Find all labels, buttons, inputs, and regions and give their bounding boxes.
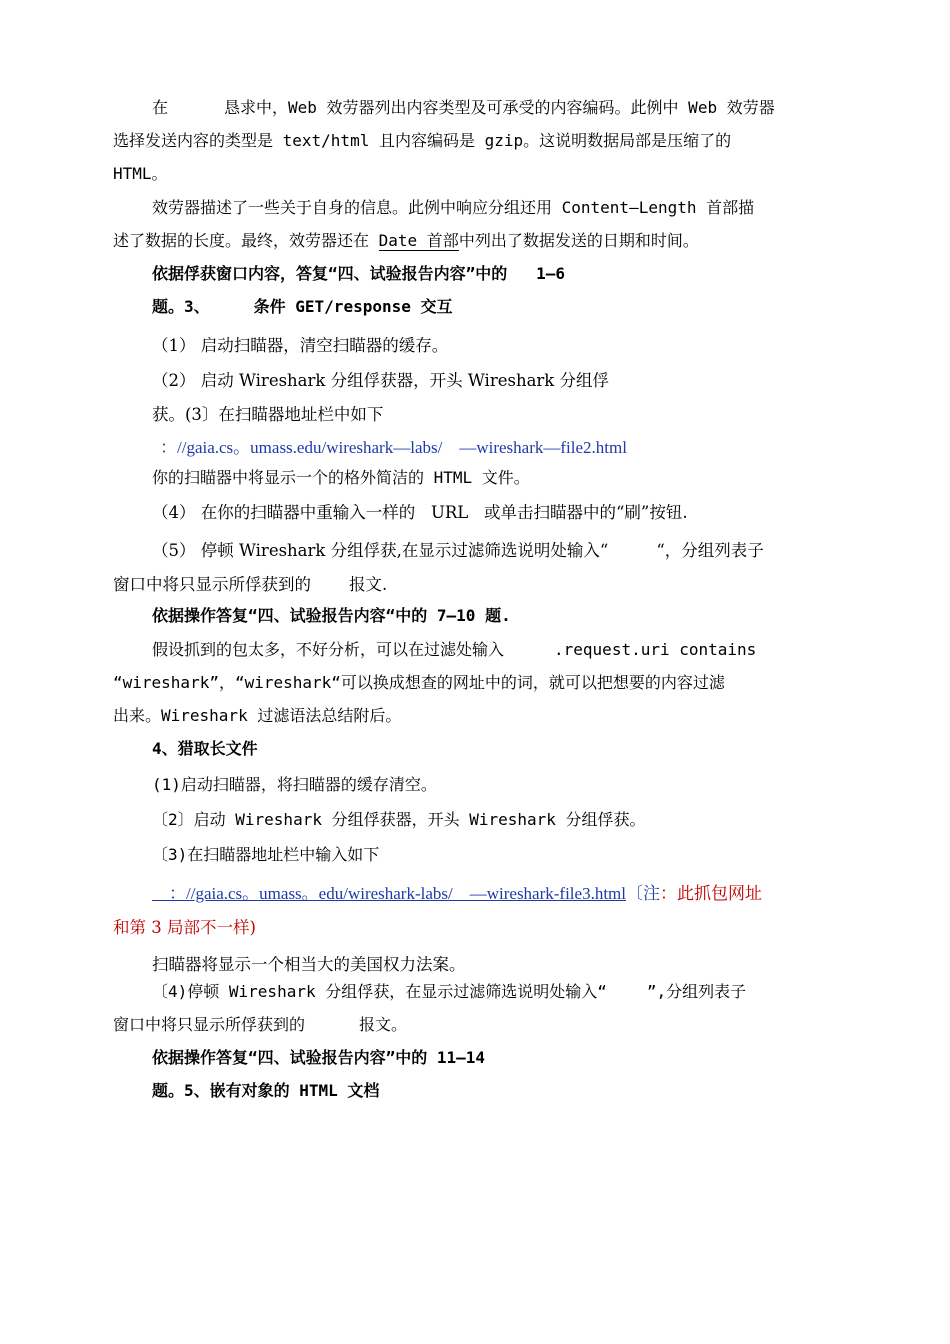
s4-step4a: 〔4)停顿 Wireshark 分组俘获，在显示过滤筛选说明处输入“ <box>152 982 607 1001</box>
s4-note-open: 〔注 <box>626 884 660 903</box>
p1-line3: HTML。 <box>113 164 168 183</box>
heading-answer-7-10: 依据操作答复“四、试验报告内容“中的 7—10 题. <box>152 606 511 625</box>
s3-url-link[interactable]: ：//gaia.cs。umass.edu/wireshark—labs/ —wireshark—file2.html <box>160 438 627 457</box>
heading-section3 <box>152 295 453 319</box>
s4-step3: 〔3)在扫瞄器地址栏中输入如下 <box>152 845 380 864</box>
s3-step5 <box>152 539 764 563</box>
p3-line2: “wireshark”，“wireshark“可以换成想查的网址中的词，就可以把想要的内容过滤 <box>113 673 725 692</box>
p1-line1 <box>152 96 775 120</box>
heading-section3a: 题。3、 <box>152 297 210 316</box>
s4-step4c: 窗口中将只显示所俘获到的 <box>113 1015 306 1034</box>
s4-step4d: 报文。 <box>359 1015 408 1034</box>
heading-section4: 4、猎取长文件 <box>152 739 258 758</box>
s4-step4b: ”,分组列表子 <box>646 982 747 1001</box>
s3-step3b: 你的扫瞄器中将显示一个的格外简洁的 HTML 文件。 <box>152 468 530 487</box>
s4-step1: (1)启动扫瞄器，将扫瞄器的缓存清空。 <box>152 775 437 794</box>
s4-url-line <box>152 882 762 906</box>
p3-line1 <box>152 638 756 662</box>
s3-step5c: 窗口中将只显示所俘获到的 <box>113 575 311 594</box>
s3-step5d: 报文. <box>349 575 388 594</box>
s4-step4-cont <box>113 1013 407 1037</box>
s4-url-link[interactable]: ：//gaia.cs。umass。edu/wireshark-labs/ —wireshark-file3.html <box>152 884 626 903</box>
s4-step4 <box>152 980 746 1004</box>
s4-note-cont: 和第 3 局部不一样) <box>113 918 256 937</box>
p2-line2 <box>113 229 699 253</box>
heading-section3b: 条件 GET/response 交互 <box>253 297 453 316</box>
p2-line2c: 中列出了数据发送的日期和时间。 <box>458 231 699 250</box>
s3-step1: （1） 启动扫瞄器，清空扫瞄器的缓存。 <box>152 336 449 355</box>
s4-step3b: 扫瞄器将显示一个相当大的美国权力法案。 <box>152 955 466 974</box>
heading-answer-1-6: 依据俘获窗口内容，答复“四、试验报告内容”中的 1—6 <box>152 264 566 283</box>
s3-step5b: “，分组列表子 <box>656 541 764 560</box>
s4-step2: 〔2〕启动 Wireshark 分组俘获器，开头 Wireshark 分组俘获。 <box>152 810 646 829</box>
s3-step3: 获。(3〕在扫瞄器地址栏中如下 <box>152 405 384 424</box>
p2-line1: 效劳器描述了一些关于自身的信息。此例中响应分组还用 Content—Length 首部描 <box>152 198 755 217</box>
heading-answer-11-14: 依据操作答复“四、试验报告内容”中的 11—14 <box>152 1048 486 1067</box>
heading-section5: 题。5、嵌有对象的 HTML 文档 <box>152 1081 380 1100</box>
p2-line2a: 述了数据的长度。最终，效劳器还在 <box>113 231 379 250</box>
s3-step5a: （5） 停顿 Wireshark 分组俘获,在显示过滤筛选说明处输入“ <box>152 541 609 560</box>
s3-step4: （4） 在你的扫瞄器中重输入一样的 URL 或单击扫瞄器中的“刷”按钮. <box>152 503 688 522</box>
p1-line2: 选择发送内容的类型是 text/html 且内容编码是 gzip。这说明数据局部是压缩了的 <box>113 131 732 150</box>
p3-line1b: .request.uri contains <box>554 640 757 659</box>
p3-line1a: 假设抓到的包太多，不好分析，可以在过滤处输入 <box>152 640 505 659</box>
s3-step5-cont <box>113 573 387 597</box>
p1-line1b: 恳求中，Web 效劳器列出内容类型及可承受的内容编码。此例中 Web 效劳器 <box>224 98 775 117</box>
s4-note-text: ：此抓包网址 <box>660 884 762 903</box>
p3-line3: 出来。Wireshark 过滤语法总结附后。 <box>113 706 402 725</box>
date-header-term: Date 首部 <box>378 231 459 250</box>
p1-line1a: 在 <box>152 98 169 117</box>
s3-step2: （2） 启动 Wireshark 分组俘获器，开头 Wireshark 分组俘 <box>152 371 610 390</box>
